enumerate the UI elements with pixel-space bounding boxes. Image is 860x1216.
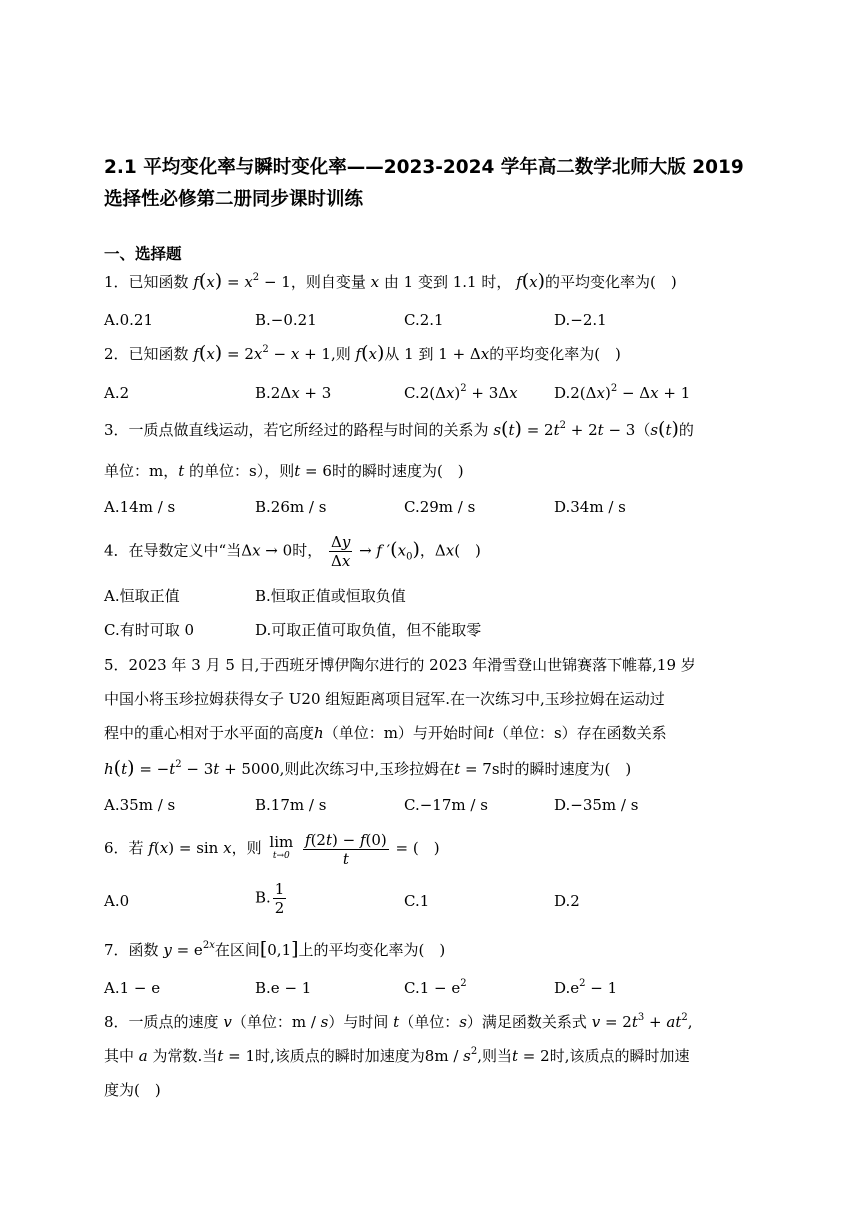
q6-option-b[interactable]: B. $\frac{1}{2}$ bbox=[255, 880, 285, 917]
section-heading: 一、选择题 bbox=[104, 245, 182, 263]
q1-option-a[interactable]: A.0.21 bbox=[104, 311, 153, 329]
q6-option-c[interactable]: C.1 bbox=[404, 892, 430, 910]
q7-option-b[interactable]: B.e − 1 bbox=[255, 979, 312, 997]
q3-option-b[interactable]: B.26m / s bbox=[255, 498, 327, 516]
q2-option-b[interactable]: B.2Δx + 3 bbox=[255, 384, 332, 402]
q7-option-a[interactable]: A.1 − e bbox=[104, 979, 161, 997]
q1-option-d[interactable]: D.−2.1 bbox=[554, 311, 607, 329]
question-2: 2．已知函数 $f(x) = 2x^2 - x + 1$,则 f(x)从 1 到 1 + Δx的平均变化率为( ) bbox=[104, 342, 621, 364]
q6-option-d[interactable]: D.2 bbox=[554, 892, 580, 910]
q5-option-c[interactable]: C.−17m / s bbox=[404, 796, 488, 814]
q2-option-c[interactable]: $C.2(\Delta x)^2 + 3\Delta x$ bbox=[404, 383, 518, 402]
q3-option-c[interactable]: C.29m / s bbox=[404, 498, 476, 516]
q1-option-b[interactable]: B.−0.21 bbox=[255, 311, 317, 329]
fraction-dy-dx: $\frac{\Delta y}{\Delta x}$ bbox=[330, 533, 351, 570]
question-3: 3．一质点做直线运动，若它所经过的路程与时间的关系为 $s(t) = 2t^2 + 2t - 3(s(t)$的 bbox=[104, 418, 694, 440]
q5-option-d[interactable]: D.−35m / s bbox=[554, 796, 639, 814]
question-7: 7．函数 $y = e^{2x}$在区间[0,1]上的平均变化率为( ) bbox=[104, 938, 446, 960]
fraction-limit: $\frac{f(2t) - f(0)}{t}$ bbox=[305, 830, 387, 868]
q4-option-d[interactable]: D.可取正值可取负值，但不能取零 bbox=[255, 621, 482, 639]
question-8-line-2: 其中 a 为常数.当t = 1时,该质点的瞬时加速度为$8m / s^2$,则当t = 2时,该质点的瞬时加速 bbox=[104, 1046, 690, 1065]
page-title: 2.1 平均变化率与瞬时变化率——2023-2024 学年高二数学北师大版 2019 选择性必修第二册同步课时训练 bbox=[104, 157, 744, 210]
question-5-line-4: $h(t) = -t^2 - 3t + 5000$,则此次练习中,玉珍拉姆在t = 7s时的瞬时速度为( ) bbox=[104, 757, 632, 779]
question-8: 8．一质点的速度 v（单位：m / s）与时间 t（单位：s）满足函数关系式 $v = 2t^3 + at^2$, bbox=[104, 1012, 693, 1031]
question-6: 6．若 f(x) = sin x，则 lim t→0 $\frac{f(2t) - f(0)}{t}$ = ( ) bbox=[104, 830, 440, 868]
q6-option-a[interactable]: A.0 bbox=[104, 892, 130, 910]
question-5: 5．2023 年 3 月 5 日,于西班牙博伊陶尔进行的 2023 年滑雪登山世锦赛落下帷幕,19 岁 bbox=[104, 656, 696, 674]
question-4: 4．在导数定义中“当Δx → 0时， $\frac{\Delta y}{\Delta x}$ → f $'(x_0)$，Δx( ) bbox=[104, 533, 481, 570]
q2-option-a[interactable]: A.2 bbox=[104, 384, 130, 402]
q4-option-b[interactable]: B.恒取正值或恒取负值 bbox=[255, 587, 406, 605]
q1-option-c[interactable]: C.2.1 bbox=[404, 311, 444, 329]
q4-option-c[interactable]: C.有时可取 0 bbox=[104, 621, 195, 639]
question-8-line-3: 度为( ) bbox=[104, 1081, 161, 1099]
question-5-line-2: 中国小将玉珍拉姆获得女子 U20 组短距离项目冠军.在一次练习中,玉珍拉姆在运动过 bbox=[104, 690, 665, 708]
q5-option-b[interactable]: B.17m / s bbox=[255, 796, 327, 814]
q2-option-d[interactable]: $D.2(\Delta x)^2 - \Delta x + 1$ bbox=[554, 383, 691, 402]
q3-option-d[interactable]: D.34m / s bbox=[554, 498, 626, 516]
q4-option-a[interactable]: A.恒取正值 bbox=[104, 587, 180, 605]
q5-option-a[interactable]: A.35m / s bbox=[104, 796, 176, 814]
q7-option-c[interactable]: $C.1 - e^2$ bbox=[404, 978, 467, 997]
limit-operator: lim t→0 bbox=[269, 833, 294, 861]
question-3-line-2: 单位：m，t 的单位：s），则t = 6时的瞬时速度为( ) bbox=[104, 462, 464, 480]
question-5-line-3: 程中的重心相对于水平面的高度h（单位：m）与开始时间t（单位：s）存在函数关系 bbox=[104, 724, 667, 742]
q7-option-d[interactable]: $D.e^2 - 1$ bbox=[554, 978, 618, 997]
q3-option-a[interactable]: A.14m / s bbox=[104, 498, 176, 516]
question-1: 1．已知函数 $f(x) = x^2 - 1$，则自变量 x 由 1 变到 1.1 时， f(x)的平均变化率为( ) bbox=[104, 270, 677, 292]
